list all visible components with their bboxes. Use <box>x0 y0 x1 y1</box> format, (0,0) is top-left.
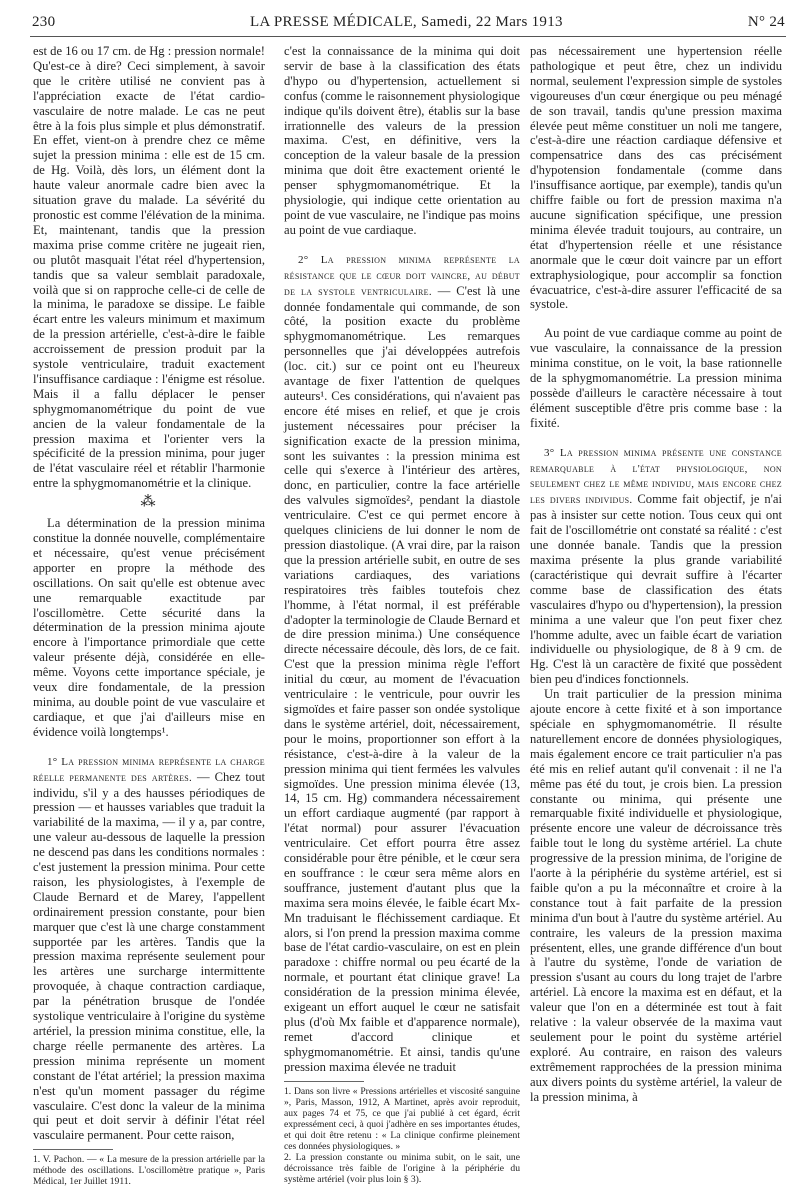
section-2 <box>284 252 520 1075</box>
column-1 <box>33 44 265 1187</box>
journal-title: LA PRESSE MÉDICALE, Samedi, 22 Mars 1913 <box>250 14 563 30</box>
section-text: — C'est là une donnée fondamentale qui commande, de son côté, la position exacte du problème sphygmomanométrique. Les remarques personnelles que j'ai développées autrefois (loc. cit.) sur ce point ont eu l'heureux avantage de fixer l'attention de quelques auteurs¹. Ces considérations, qui n'avaient pas encore été mises en relief, et que je crois justement nécessaires pour préciser la signification exacte de la pression minima, sont les suivantes : la pression minima est celle qui s'exerce à l'intérieur des artères, donc, en particulier, contre la face artérielle des valvules sigmoïdes², pendant la diastole ventriculaire. C'est ce qui permet encore à quelques cliniciens de lui donner le nom de pression diastolique. (A vrai dire, par la raison que la pression artérielle subit, en outre de ses variations cardiaques, des variations respiratoires très faibles toutefois chez l'homme, à l'état normal, il est préférable d'adopter la terminologie de Claude Bernard et de dire pression minima.) Une conséquence directe nécessaire découle, dès lors, de ce fait. C'est que la pression minima règle l'effort initial du cœur, au moment de l'évacuation ventriculaire : le ventricule, pour ouvrir les sigmoïdes et faire passer son ondée systolique dans le système artériel, doit, nécessairement, pour le moins, proportionner son effort à la résistance, c'est-à-dire à la valeur de la pression minima qui tient fermées les valvules sigmoïdes. Une pression minima élevée (13, 14, 15 cm. Hg) commandera nécessairement un effort cardiaque augmenté (par rapport à l'état normal) pour assurer l'évacuation ventriculaire. Cet effort pourra être assez considérable pour être pénible, et le cœur sera en souffrance : le cœur sera même alors en souffrance, justement d'autant plus que la maxima sera moins élevée, le faible écart Mx-Mn traduisant le fléchissement cardiaque. Et alors, si l'on prend la pression maxima comme base de l'état cardio-vasculaire, on est en plein paradoxe : chiffre normal ou peu écarté de la normale, et pourtant état clinique grave! La considération de la pression minima élevée, exigeant un effort auquel le cœur ne satisfait plus (d'où Mx faible et d'apparence normale), remet d'accord clinique et sphygmomanométrie. Et ainsi, tandis qu'une pression maxima élevée ne traduit <box>284 283 520 1074</box>
paragraph: La détermination de la pression minima constitue la donnée nouvelle, complémentaire et nécessaire, qu'est venue précisément apporter en propre la méthode des oscillations. On sait qu'elle est obtenue avec une remarquable exactitude par l'oscillomètre. Cette sécurité dans la détermination de la pression minima ajoute encore à l'importance primordiale que cette valeur présente déjà, considérée en elle-même. Voyons cette importance spéciale, je veux dire fondamentale, de la pression minima, au double point de vue vasculaire et cardiaque, et que j'ai d'ailleurs mise en évidence voilà longtemps¹. <box>33 516 265 739</box>
paragraph: Un trait particulier de la pression minima ajoute encore à cette fixité et à son importance spéciale en sphygmomanométrie. Il résulte naturellement encore de données physiologiques, mais également encore ce trait particulier n'a pas été mis en relief autant qu'il convenait : il ne l'a même pas été du tout, je crois bien. La pression constante ou minima, qui présente une remarquable fixité individuelle et physiologique, présente encore une valeur de décroissance très faible tout le long du système artériel. La chute progressive de la pression minima, de l'origine de l'aorte à la périphérie du système artériel, est si faible qu'on a pu la méconnaître et croire à la constance tout à fait parfaite de la pression minima d'un bout à l'autre du système artériel. Au contraire, les valeurs de la pression maxima présentent, elles, une grande différence d'un bout à l'autre du système, l'onde de variation de pression s'usant au cours du long trajet de l'arbre artériel. Là encore la maxima est en défaut, et la valeur que l'on en a déterminée est tout à fait relative : la valeur observée de la maxima vaut seulement pour le point du système artériel exploré. Au contraire, en raison des valeurs extrêmement rapprochées de la pression minima aux divers points du système artériel, la valeur de la pression minima, à <box>530 687 782 1104</box>
footnote: 2. La pression constante ou minima subit, on le sait, une décroissance très faible de l'origine à la périphérie du système artériel (voir plus loin § 3). <box>284 1151 520 1185</box>
footnote-rule <box>33 1149 113 1150</box>
issue-number: N° 24 <box>747 14 785 30</box>
paragraph: pas nécessairement une hypertension réelle pathologique et peut être, chez un individu normal, seulement l'expression simple de systoles vigoureuses d'un cœur énergique ou peu ménagé de son travail, tandis qu'une pression maxima élevée peut même constituer un noli me tangere, c'est-à-dire une réaction cardiaque défensive et compensatrice dans des cas précisément d'hypotension fondamentale (comme dans l'insuffisance aortique, par exemple), tandis qu'un chiffre faible ou fort de pression maxima n'a aucune signification spécifique, une pression minima élevée traduit toujours, au contraire, un état d'hypertension réelle et une résistance anormale que le cœur doit vaincre par un effort extraphysiologique, pour accomplir sa fonction évacuatrice, c'est-à-dire assurer l'efficacité de sa systole. <box>530 44 782 312</box>
column-3 <box>530 44 782 1105</box>
section-heading: 3° La pression minima présente une constance remarquable à l'état physiologique, non seulement chez le même individu, mais encore chez les divers individus. <box>530 446 782 507</box>
paragraph: c'est la connaissance de la minima qui doit servir de base à la classification des états d'hypo ou d'hypertension, actuellement si confus (comme le raisonnement physiologique indique qu'ils doivent être), établis sur la base irrationnelle des valeurs de la pression maxima. C'est, en définitive, vers la conception de la valeur basale de la pression minima que doit être exactement orienté le penser sphygmomanométrique. Et la physiologie, qui indique cette orientation au point de vue vasculaire, ne l'indique pas moins au point de vue cardiaque. <box>284 44 520 237</box>
header-rule <box>30 36 786 37</box>
section-text: — Chez tout individu, s'il y a des hausses périodiques de pression — et hausses variables que traduit la variabilité de la maxima, — il y a, par contre, une valeur au-dessous de laquelle la pression ne descend pas dans les conditions normales : c'est justement la pression minima. Pour cette raison, les physiologistes, à l'exemple de Claude Bernard et de Marey, l'appellent ordinairement pression constante, pour bien marquer que c'est là une charge constamment supportée par les artères. Tandis que la pression maxima représente seulement pour les artères une surcharge intermittente provoquée, à chaque contraction cardiaque, par la pénétration brusque de l'ondée systolique ventriculaire à l'origine du système artériel, la pression minima constitue, elle, la charge réelle permanente des artères. La pression minima représente un moment constant de l'état artériel; la pression maxima n'est qu'un moment passager du régime vasculaire. C'est donc la valeur de la minima qui peut et doit servir à définir l'état réel vasculaire permanent. Pour cette raison, <box>33 769 265 1143</box>
section-ornament: ⁂ <box>140 494 158 511</box>
footnote: 1. Dans son livre « Pressions artérielles et viscosité sanguine », Paris, Masson, 1912, A Martinet, après avoir reproduit, aux pages 74 et 75, ce que j'ai publié à cet égard, écrit expressément ceci, à quoi j'adhère en ses importantes études, et qui doit être retenu : « La clinique confirme pleinement ces données physiologiques. » <box>284 1085 520 1152</box>
section-heading: 2° La pression minima représente la résistance que le cœur doit vaincre, au début de la systole ventriculaire. <box>284 253 520 298</box>
column-2 <box>284 44 520 1185</box>
section-text: Comme fait objectif, je n'ai pas à insister sur cette notion. Tous ceux qui ont fait de l'oscillométrie ont constaté sa réalité : c'est une donnée banale. Tandis que la pression maxima présente la plus grande variabilité (caractéristique qui devrait suffire à l'écarter comme base de classification des états vasculaires d'hypo ou d'hypertension), la pression minima a une valeur que l'on peut fixer chez l'homme adulte, avec un faible écart de variation individuelle ou physiologique, de 8 à 9 cm. de Hg. C'est là un caractère de fixité que possèdent bien peu d'indices fonctionnels. <box>530 492 782 687</box>
paragraph: est de 16 ou 17 cm. de Hg : pression normale! Qu'est-ce à dire? Ceci simplement, à savoir que le critère utilisé ne convient pas à l'appréciation exacte de l'état cardio-vasculaire de notre malade. Le cas ne peut être à la fois plus simple et plus démonstratif. En effet, vient-on à prendre chez ce même sujet la pression minima : elle est de 15 cm. de Hg. Voilà, dès lors, un élément dont la haute valeur anormale cadre bien avec la situation grave du malade. La sévérité du pronostic est comme l'élévation de la minima. Et, maintenant, tandis que la pression maxima prise comme critère ne jugeait rien, ou plutôt masquait l'état réel d'hypertension, tandis que sa valeur semblait paradoxale, voilà que si on rapproche celle-ci de celle de la minima, le paradoxe se dissipe. Le faible écart entre les valeurs minimum et maximum de la pression artérielle, c'est-à-dire le faible accroissement de pression produit par la systole ventriculaire, traduit exactement l'insuffisance cardiaque : l'énigme est résolue. Mais il a fallu déplacer le penser sphygmomanométrique du point de vue ancien de la valeur fondamentale de la pression maxima et l'orienter vers la spécificité de la pression minima, pour juger de l'état vasculaire réel et rétablir l'harmonie entre la sphygmomanométrie et la clinique. <box>33 44 265 491</box>
page-number: 230 <box>32 14 56 30</box>
footnote-rule <box>284 1081 364 1082</box>
section-heading: 1° La pression minima représente la charge réelle permanente des artères. <box>33 755 265 784</box>
paragraph: Au point de vue cardiaque comme au point de vue vasculaire, la connaissance de la pression minima constitue, on le voit, la base rationnelle de la sphygmomanométrie. La pression minima possède d'ailleurs le caractère nécessaire à tout élément susceptible d'être pris comme base : la fixité. <box>530 326 782 430</box>
section-3 <box>530 445 782 688</box>
running-header <box>30 8 785 36</box>
section-1 <box>33 754 265 1144</box>
footnote: 1. V. Pachon. — « La mesure de la pression artérielle par la méthode des oscillations. L'oscillomètre pratique », Paris Médical, 1er Juillet 1911. <box>33 1154 265 1187</box>
